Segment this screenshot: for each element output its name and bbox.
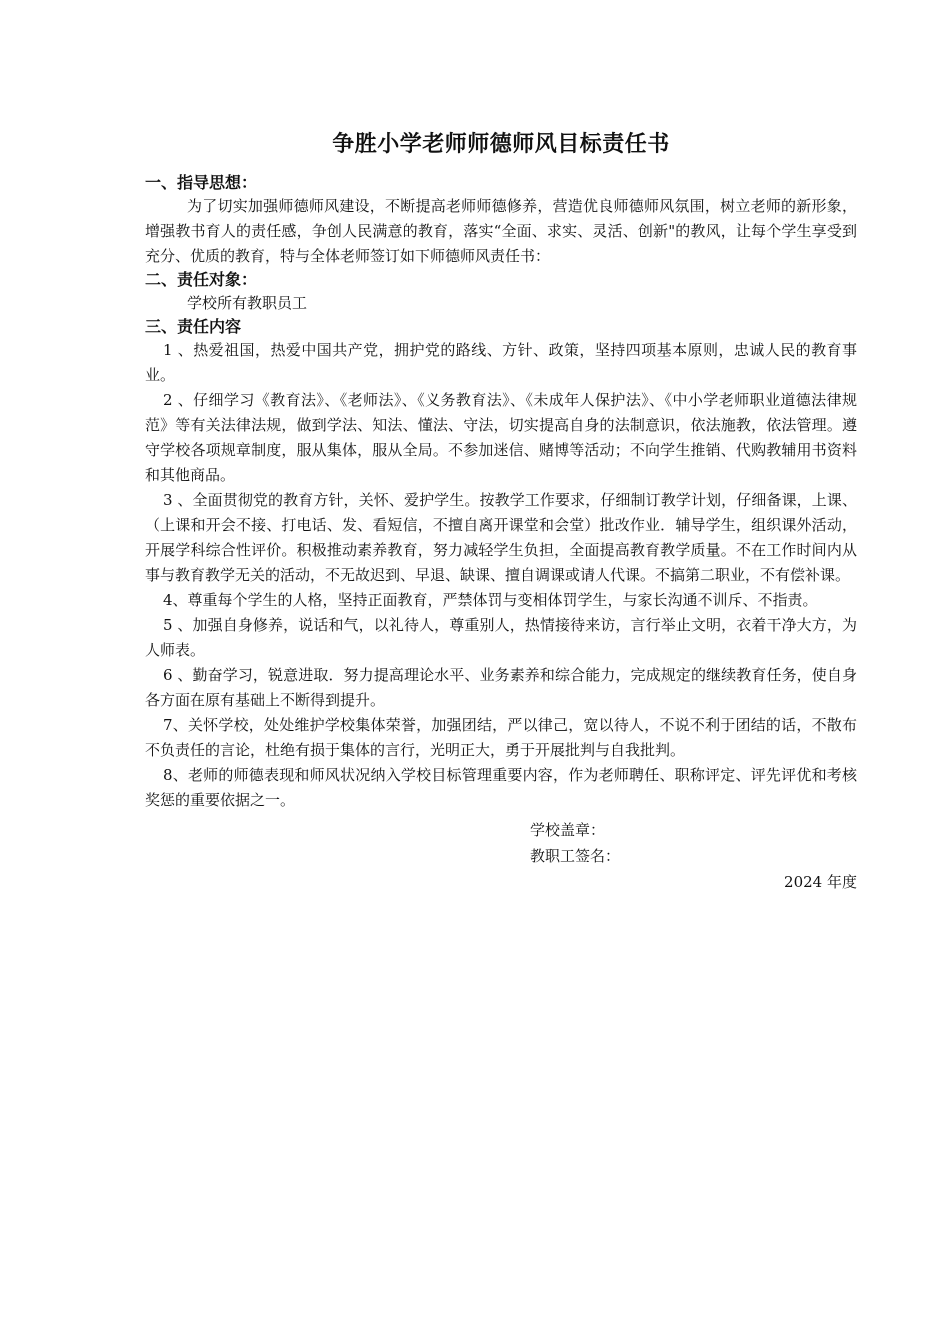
document-body — [145, 128, 857, 895]
list-item: 4、尊重每个学生的人格，坚持正面教育，严禁体罚与变相体罚学生，与家长沟通不训斥、不指责。 — [163, 591, 818, 609]
list-item: 6 、勤奋学习，锐意进取．努力提高理论水平、业务素养和综合能力，完成规定的继续教育任务，使自身各方面在原有基础上不断得到提升。 — [145, 666, 857, 709]
section-responsibility-target — [145, 269, 857, 316]
list-item: 1 、热爱祖国，热爱中国共产党，拥护党的路线、方针、政策，坚持四项基本原则，忠诚人民的教育事业。 — [145, 341, 857, 384]
section-heading: 一、指导思想： — [145, 173, 258, 192]
list-item: 5 、加强自身修养，说话和气，以礼待人，尊重别人，热情接待来访，言行举止文明，衣着干净大方，为人师表。 — [145, 616, 857, 659]
section-guiding-ideology — [145, 172, 857, 269]
section-responsibility-content — [145, 316, 857, 813]
list-item: 7、关怀学校，处处维护学校集体荣誉，加强团结，严以律己，宽以待人，不说不利于团结的话，不散布不负责任的言论，杜绝有损于集体的言行，光明正大，勇于开展批判与自我批判。 — [145, 716, 857, 759]
section-paragraph: 为了切实加强师德师风建设，不断提高老师师德修养，营造优良师德师风氛围，树立老师的新形象，增强教书育人的责任感，争创人民满意的教育，落实“全面、求实、灵活、创新"的教风，让每个学生享受到充分、优质的教育，特与全体老师签订如下师德师风责任书： — [145, 197, 857, 265]
staff-signature-label: 教职工签名： — [530, 847, 621, 865]
document-year: 2024 年度 — [784, 873, 857, 891]
list-item: 2 、仔细学习《教育法》、《老师法》、《义务教育法》、《未成年人保护法》、《中小学老师职业道德法律规范》等有关法律法规，做到学法、知法、懂法、守法，切实提高自身的法制意识，依法施教，依法管理。遵守学校各项规章制度，服从集体，服从全局。不参加迷信、赌博等活动；不向学生推销、代购教辅用书资料和其他商品。 — [145, 391, 857, 484]
signature-block — [145, 817, 857, 869]
document-title: 争胜小学老师师德师风目标责任书 — [332, 132, 670, 157]
section-heading: 三、责任内容 — [145, 317, 242, 336]
list-item: 3 、全面贯彻党的教育方针，关怀、爱护学生。按教学工作要求，仔细制订教学计划，仔细备课，上课、（上课和开会不接、打电话、发、看短信，不擅自离开课堂和会堂）批改作业．辅导学生，组织课外活动，开展学科综合性评价。积极推动素养教育，努力减轻学生负担，全面提高教育教学质量。不在工作时间内从事与教育教学无关的活动，不无故迟到、早退、缺课、擅自调课或请人代课。不搞第二职业，不有偿补课。 — [145, 491, 857, 584]
section-paragraph: 学校所有教职员工 — [187, 294, 308, 312]
list-item: 8、老师的师德表现和师风状况纳入学校目标管理重要内容，作为老师聘任、职称评定、评先评优和考核奖惩的重要依据之一。 — [145, 766, 857, 809]
school-seal-label: 学校盖章： — [530, 821, 606, 839]
section-heading: 二、责任对象： — [145, 270, 258, 289]
